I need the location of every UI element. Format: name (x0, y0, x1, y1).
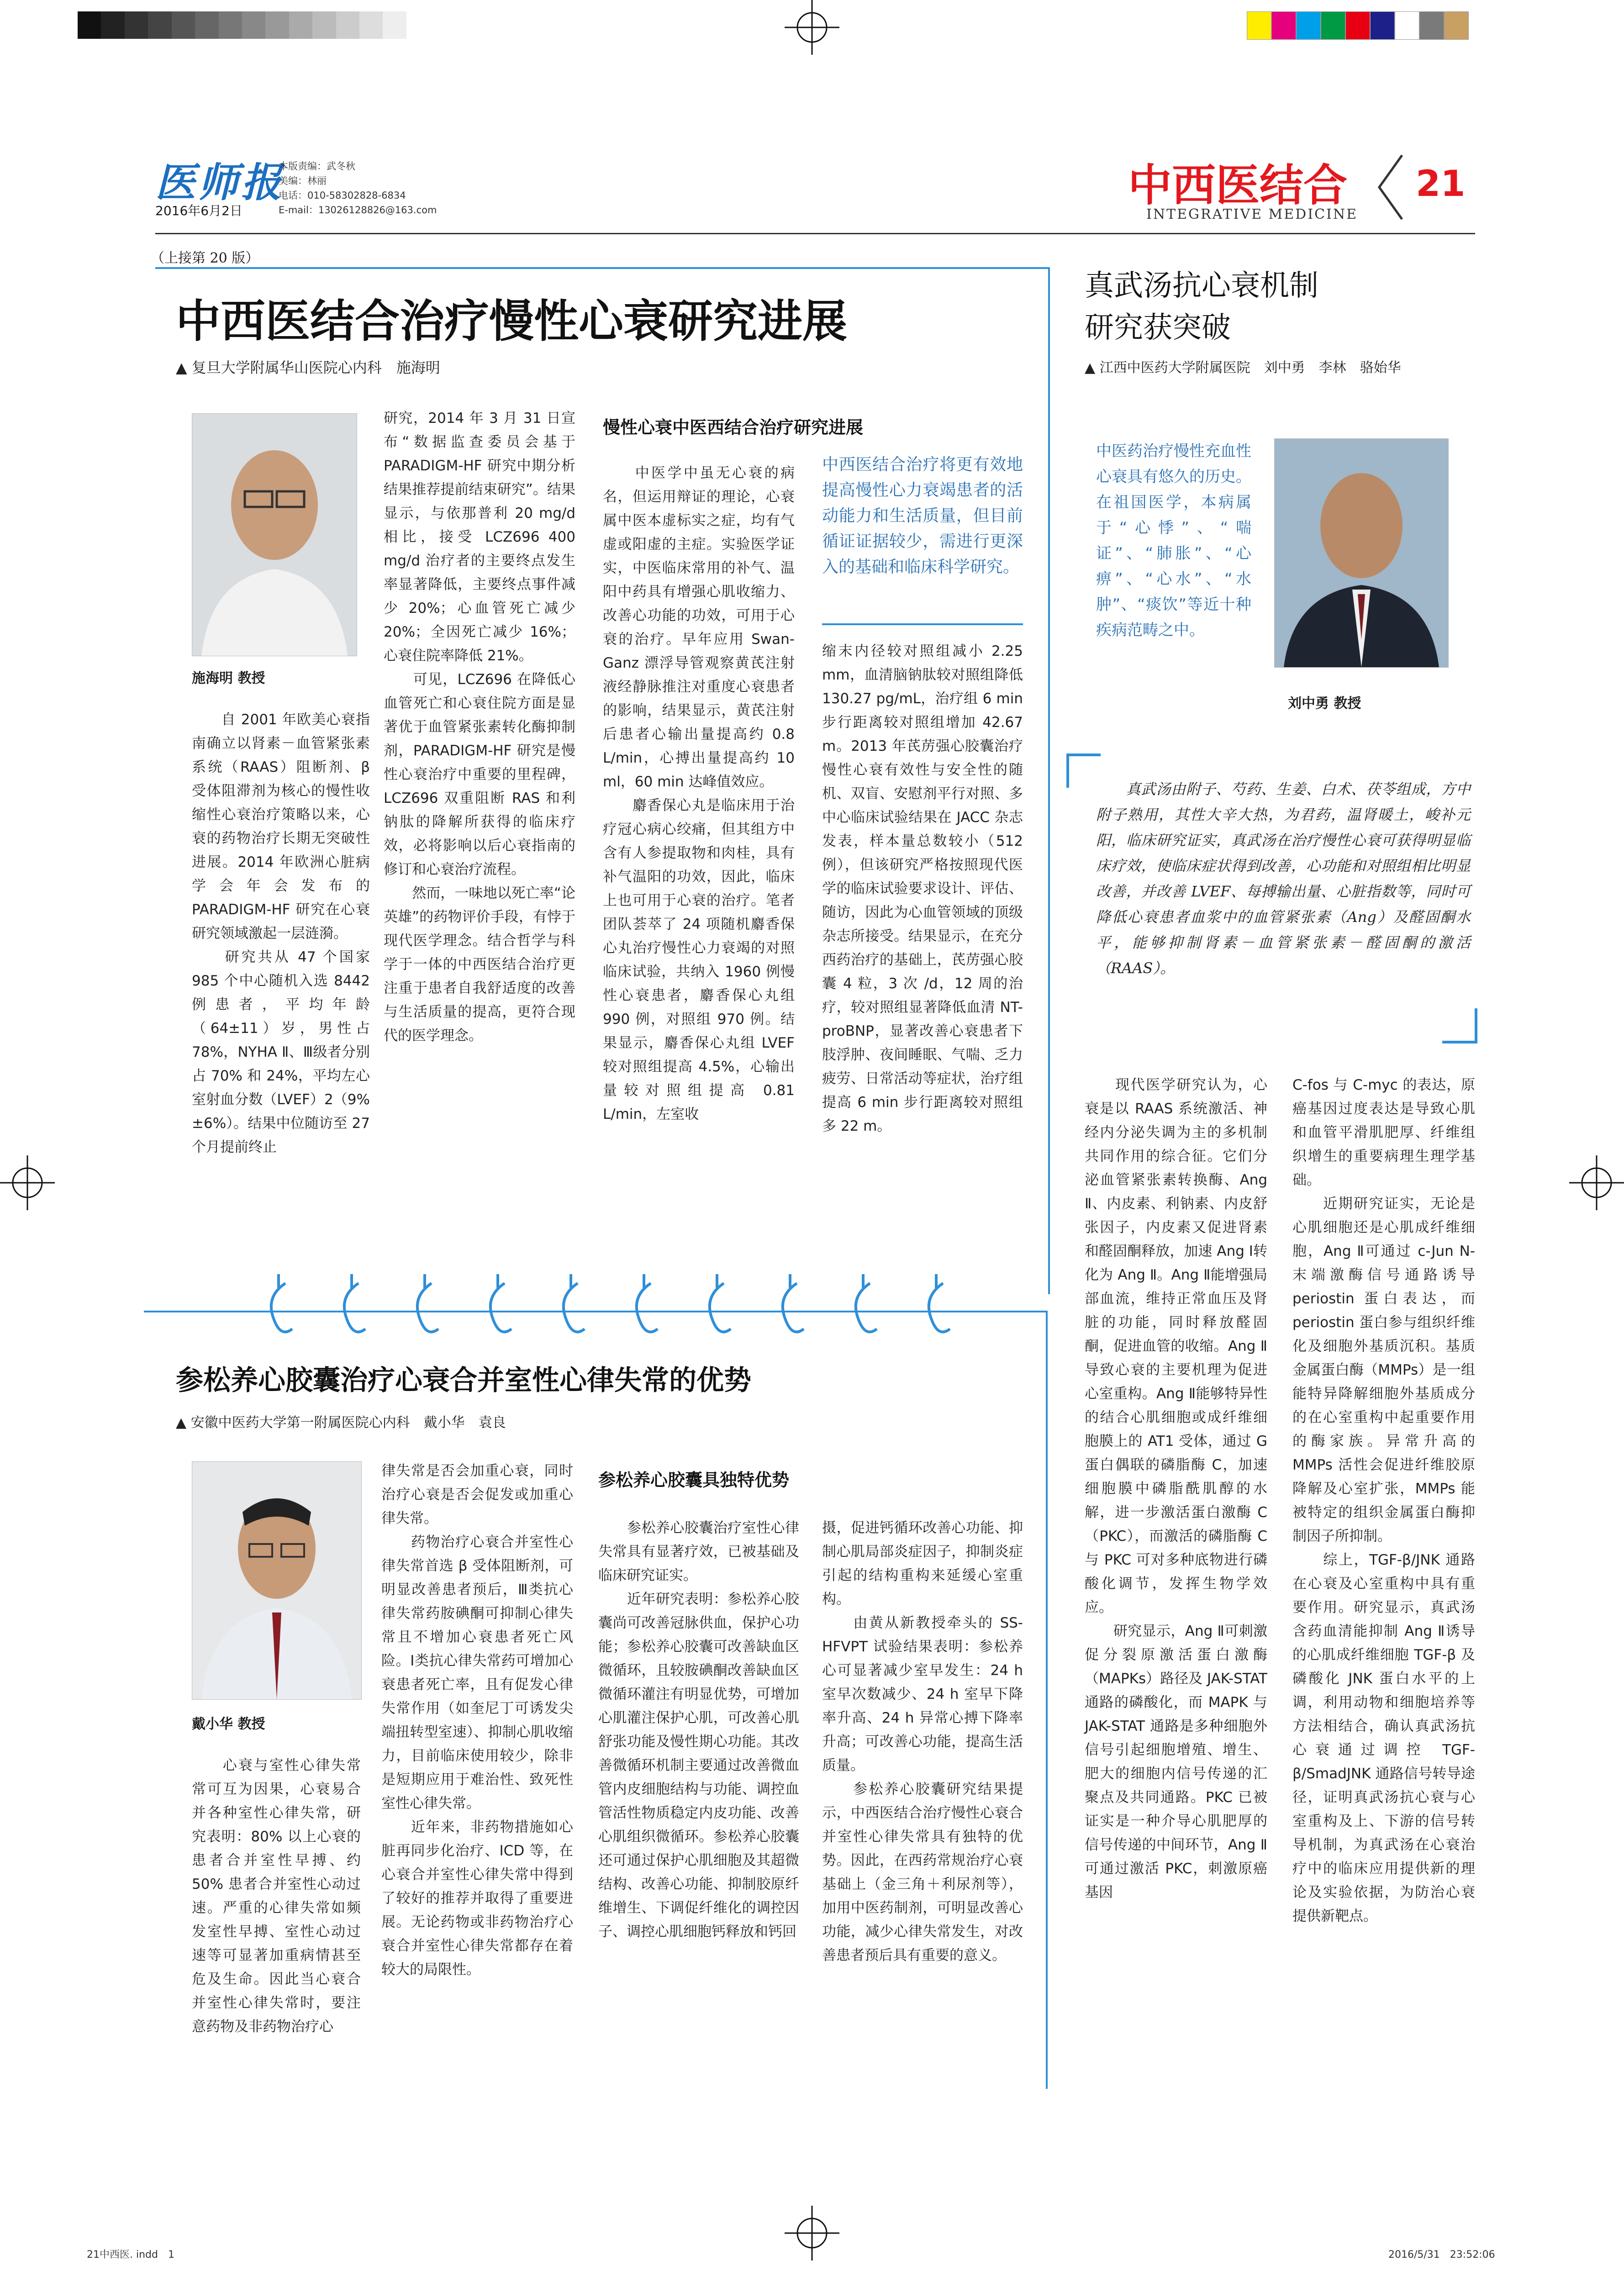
article3-byline: ▲ 安徽中医药大学第一附属医院心内科 戴小华 袁良 (176, 1415, 506, 1431)
article1-title: 中西医结合治疗慢性心衰研究进展 (176, 295, 848, 348)
registration-mark-icon (1569, 1155, 1624, 1210)
article3-col1: 心衰与室性心律失常常可互为因果，心衰易合并各种室性心律失常，研究表明：80% 以上心衰的患者合并室性早搏、约 50% 患者合并室性心动过速。严重的心律失常如频发室性早搏、室性心动过速等可显著加重病情甚至危及生命。因此当心衰合并室性心律失常时，要注意药物及非药物治疗心 (192, 1757, 365, 2035)
article1-col1: 自 2001 年欧美心衰指南确立以肾素－血管紧张素系统（RAAS）阻断剂、β 受体阻滞剂为核心的慢性收缩性心衰治疗策略以来，心衰的药物治疗长期无突破性进展。2014 年欧洲心脏病学会年会发布的 PARADIGM-HF 研究在心衰研究领域激起一层涟漪。 研究共从 47 个国家 985 个中心随机入选 8442 例患者，平均年龄（64±11）岁，男性占 78%，NYHA Ⅱ、Ⅲ级者分别占 70% 和 24%，平均左心室射血分数（LVEF）2（9%±6%）。结果中位随访至 27 个月提前终止 (192, 711, 370, 1155)
color-swatch (1296, 11, 1321, 40)
color-swatch (1345, 11, 1370, 40)
color-swatch (1271, 11, 1296, 40)
color-registration-bar (1247, 11, 1469, 39)
portrait-image (1275, 439, 1448, 667)
author-photo (192, 1461, 362, 1700)
photo-caption: 施海明 教授 (192, 670, 265, 686)
section-subtitle: INTEGRATIVE MEDICINE (1146, 206, 1358, 222)
article1-col2: 研究，2014 年 3 月 31 日宣布“数据监查委员会基于 PARADIGM-HF 研究中期分析结果推荐提前结束研究”。结果显示，与依那普利 20 mg/d 相比，接受 LCZ696 400 mg/d 治疗者的主要终点发生率显著降低，主要终点事件减少 20%；心血管死亡减少 20%；全因死亡减少 16%；心衰住院率降低 21%。 可见，LCZ696 在降低心血管死亡和心衰住院方面是显著优于血管紧张素转化酶抑制剂，PARADIGM-HF 研究是慢性心衰治疗中重要的里程碑，LCZ696 双重阻断 RAS 和利钠肽的降解所获得的临床疗效，必将影响以后心衰指南的修订和心衰治疗流程。 然而，一味地以死亡率“论英雄”的药物评价手段，有悖于现代医学理念。结合哲学与科学于一体的中西医结合治疗更注重于患者自我舒适度的改善与生活质量的提高，更符合现代的医学理念。 (384, 410, 575, 1044)
section-title: 中西医结合 (1128, 160, 1347, 211)
article2-summary: 真武汤由附子、芍药、生姜、白术、茯苓组成，方中附子熟用，其性大辛大热，为君药，温肾暖土，峻补元阳，临床研究证实，真武汤在治疗慢性心衰可获得明显临床疗效，使临床症状得到改善，心功能和对照组相比明显改善，并改善 LVEF、每搏输出量、心脏指数等，同时可降低心衰患者血浆中的血管紧张素（Ang）及醛固酮水平，能够抑制肾素－血管紧张素－醛固酮的激活（RAAS）。 (1096, 780, 1471, 977)
color-swatch (1419, 11, 1444, 40)
article1-subhead: 慢性心衰中医西结合治疗研究进展 (603, 417, 864, 437)
masthead-logo: 医师报 (155, 158, 285, 206)
color-swatch (1444, 11, 1469, 40)
article3-col4: 摄，促进钙循环改善心功能、抑制心肌局部炎症因子，抑制炎症引起的结构重构来延缓心室重构。 由黄从新教授牵头的 SS-HFVPT 试验结果表明：参松养心可显著减少室早发生：24 h 室早次数减少、24 h 室早下降率升高、24 h 异常心搏下降率升高；可改善心功能，提高生活质量。 参松养心胶囊研究结果提示，中西医结合治疗慢性心衰合并室性心律失常具有独特的优势。因此，在西药常规治疗心衰基础上（金三角＋利尿剂等），加用中医药制剂，可明显改善心功能，减少心律失常发生，对改善患者预后具有重要的意义。 (822, 1520, 1023, 1964)
registration-mark-icon (785, 2206, 839, 2260)
author-photo (1274, 438, 1449, 668)
bracket-corner-icon (1439, 1005, 1480, 1046)
issue-date: 2016年6月2日 (155, 203, 243, 218)
color-swatch (1370, 11, 1395, 40)
article1-byline: ▲ 复旦大学附属华山医院心内科 施海明 (176, 359, 440, 376)
page-number: 21 (1416, 163, 1466, 205)
color-swatch (1247, 11, 1271, 40)
photo-caption: 刘中勇 教授 (1288, 696, 1361, 711)
article3-subhead: 参松养心胶囊具独特优势 (598, 1470, 790, 1490)
article1-col3: 中医学中虽无心衰的病名，但运用辩证的理论，心衰属中医本虚标实之症，均有气虚或阳虚的主症。实验医学证实，中医临床常用的补气、温阳中药具有增强心肌收缩力、改善心功能的功效，可用于心衰的治疗。早年应用 Swan-Ganz 漂浮导管观察黄芪注射液经静脉推注对重度心衰患者的影响，结果显示，黄芪注射后患者心输出量提高约 0.8 L/min，心搏出量提高约 10 ml，60 min 达峰值效应。 麝香保心丸是临床用于治疗冠心病心绞痛，但其组方中含有人参提取物和肉桂，具有补气温阳的功效，因此，临床上也可用于心衰的治疗。笔者团队荟萃了 24 项随机麝香保心丸治疗慢性心力衰竭的对照临床试验，共纳入 1960 例慢性心衰患者，麝香保心丸组 990 例，对照组 970 例。结果显示，麝香保心丸组 LVEF 较对照组提高 4.5%，心输出量较对照组提高 0.81 L/min，左室收 (603, 465, 795, 1122)
highlight-box (822, 452, 1023, 625)
article2-title: 真武汤抗心衰机制 研究获突破 (1085, 269, 1318, 345)
author-photo (192, 413, 357, 656)
portrait-image (192, 1462, 361, 1699)
registration-mark-icon (785, 0, 839, 55)
print-timestamp: 2016/5/31 23:52:06 (1388, 2249, 1495, 2260)
article3-col2: 律失常是否会加重心衰，同时治疗心衰是否会促发或加重心律失常。 药物治疗心衰合并室性心律失常首选 β 受体阻断剂，可明显改善患者预后，Ⅲ类抗心律失常药胺碘酮可抑制心律失常且不增加心衰患者死亡风险。Ⅰ类抗心律失常药可增加心衰患者死亡率，且有促发心律失常作用（如奎尼丁可诱发尖端扭转型室速）、抑制心肌收缩力，目前临床使用较少，除非是短期应用于难治性、致死性室性心律失常。 近年来，非药物措施如心脏再同步化治疗、ICD 等，在心衰合并室性心律失常中得到了较好的推荐并取得了重要进展。无论药物或非药物治疗心衰合并室性心律失常都存在着较大的局限性。 (381, 1463, 573, 1978)
black-registration-bar (78, 11, 406, 39)
article3-title: 参松养心胶囊治疗心衰合并室性心律失常的优势 (176, 1365, 751, 1396)
color-swatch (1321, 11, 1345, 40)
article2-col2: C-fos 与 C-myc 的表达，原癌基因过度表达是导致心肌和血管平滑肌肥厚、纤维组织增生的重要病理生理学基础。 近期研究证实，无论是心肌细胞还是心肌成纤维细胞，Ang Ⅱ可通过 c-Jun N- 末端激酶信号通路诱导 periostin 蛋白表达，而 periostin 蛋白参与组织纤维化及细胞外基质沉积。基质金属蛋白酶（MMPs）是一组能特异降解细胞外基质成分的在心室重构中起重要作用的酶家族。异常升高的 MMPs 活性会促进纤维胶原降解及心室扩张，MMPs 能被特定的组织金属蛋白酶抑制因子所抑制。 综上，TGF-β/JNK 通路在心衰及心室重构中具有重要作用。研究显示，真武汤含药血清能抑制 Ang Ⅱ诱导的心肌成纤维细胞 TGF-β 及磷酸化 JNK 蛋白水平的上调，利用动物和细胞培养等方法相结合，确认真武汤抗心衰通过调控 TGF-β/SmadJNK 通路信号转导途径，证明真武汤抗心衰与心室重构及上、下游的信号转导机制，为真武汤在心衰治疗中的临床应用提供新的理论及实验依据，为防治心衰提供新靶点。 (1292, 1077, 1475, 1924)
article2-byline: ▲ 江西中医药大学附属医院 刘中勇 李林 骆始华 (1085, 360, 1401, 376)
file-slug: 21中西医. indd 1 (87, 2249, 174, 2260)
header-rule (155, 233, 1475, 234)
article1-col4: 缩末内径较对照组减小 2.25 mm，血清脑钠肽较对照组降低 130.27 pg/mL，治疗组 6 min 步行距离较对照组增加 42.67 m。2013 年芪苈强心胶囊治疗慢性心衰有效性与安全性的随机、双盲、安慰剂平行对照、多中心临床试验结果在 JACC 杂志发表，样本量总数较小（512 例），但该研究严格按照现代医学的临床试验要求设计、评估、随访，因此为心血管领域的顶级杂志所接受。结果显示，在充分西药治疗的基础上，芪苈强心胶囊 4 粒，3 次 /d，12 周的治疗，较对照组显著降低血清 NT-proBNP，显著改善心衰患者下肢浮肿、夜间睡眠、气喘、乏力疲劳、日常活动等症状，治疗组提高 6 min 步行距离较对照组多 22 m。 (822, 643, 1028, 1134)
continued-note: （上接第 20 版） (151, 250, 259, 266)
article2-intro: 中医药治疗慢性充血性心衰具有悠久的历史。在祖国医学，本病属于“心悸”、“喘证”、“肺胀”、“心痹”、“心水”、“水肿”、“痰饮”等近十种疾病范畴之中。 (1096, 442, 1251, 639)
highlight-text: 中西医结合治疗将更有效地提高慢性心力衰竭患者的活动能力和生活质量，但目前循证证据较少，需进行更深入的基础和临床科学研究。 (822, 455, 1023, 576)
chevron-left-icon (1375, 151, 1407, 224)
editor-info: 本版责编：武冬秋 美编：林丽 电话：010-58302828-6834 E-mail：13026128826@163.com (279, 161, 437, 216)
article3-col3: 参松养心胶囊治疗室性心律失常具有显著疗效，已被基础及临床研究证实。 近年研究表明：参松养心胶囊尚可改善冠脉供血，保护心功能；参松养心胶囊可改善缺血区微循环，且较胺碘酮改善缺血区微循环灌注有明显优势，可增加心肌灌注保护心肌，可改善心肌舒张功能及慢性期心功能。其改善微循环机制主要通过改善微血管内皮细胞结构与功能、调控血管活性物质稳定内皮功能、改善心肌组织微循环。参松养心胶囊还可通过保护心肌细胞及其超微结构、改善心功能、抑制胶原纤维增生、下调促纤维化的调控因子、调控心肌细胞钙释放和钙回 (598, 1520, 799, 1940)
portrait-image (192, 414, 357, 656)
article2-col1: 现代医学研究认为，心衰是以 RAAS 系统激活、神经内分泌失调为主的多机制共同作用的综合征。它们分泌血管紧张素转换酶、Ang Ⅱ、内皮素、利钠素、内皮舒张因子，内皮素又促进肾素和醛固酮释放，加速 Ang Ⅰ转化为 Ang Ⅱ。Ang Ⅱ能增强局部血流，维持正常血压及肾脏的功能，同时释放醛固酮，促进血管的收缩。Ang Ⅱ导致心衰的主要机理为促进心室重构。Ang Ⅱ能够特异性的结合心肌细胞或成纤维细胞膜上的 AT1 受体，通过 G 蛋白偶联的磷脂酶 C，加速细胞膜中磷脂酰肌醇的水解，进一步激活蛋白激酶 C（PKC），而激活的磷脂酶 C 与 PKC 可对多种底物进行磷酸化调节，发挥生物学效应。 研究显示，Ang Ⅱ可刺激促分裂原激活蛋白激酶（MAPKs）路径及 JAK-STAT 通路的磷酸化，而 MAPK 与 JAK-STAT 通路是多种细胞外信号引起细胞增殖、增生、肥大的细胞内信号传递的汇聚点及共同通路。PKC 已被证实是一种介导心肌肥厚的信号传递的中间环节，Ang Ⅱ可通过激活 PKC，刺激原癌基因 (1085, 1077, 1267, 1901)
registration-mark-icon (0, 1155, 55, 1210)
color-swatch (1395, 11, 1419, 40)
photo-caption: 戴小华 教授 (192, 1716, 265, 1732)
